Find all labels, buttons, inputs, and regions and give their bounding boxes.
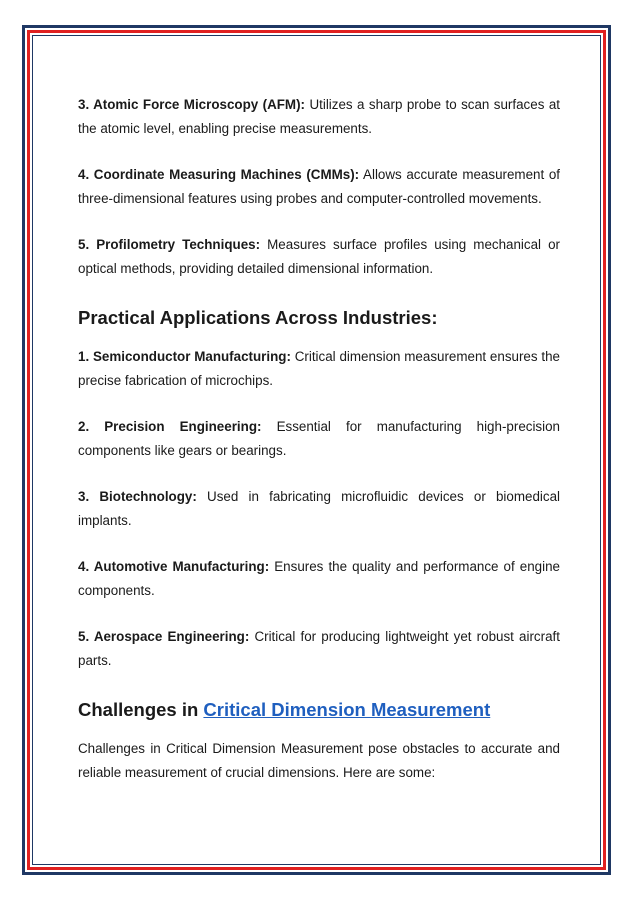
document-content (78, 93, 560, 807)
technique-item-profilometry: 5. Profilometry Techniques: Measures surface profiles using mechanical or optical methods, providing detailed dimensional information. (78, 237, 561, 276)
challenges-paragraph: Challenges in Critical Dimension Measurement pose obstacles to accurate and reliable measurement of crucial dimensions. Here are some: (78, 741, 560, 780)
application-item-precision: 2. Precision Engineering: Essential for manufacturing high-precision components like gears or bearings. (78, 419, 560, 458)
technique-item-cmm: 4. Coordinate Measuring Machines (CMMs): Allows accurate measurement of three-dimensional features using probes and computer-controlled movements. (78, 167, 560, 206)
technique-item-afm: 3. Atomic Force Microscopy (AFM): Utilizes a sharp probe to scan surfaces at the atomic level, enabling precise measurements. (78, 97, 560, 136)
application-item-semiconductor: 1. Semiconductor Manufacturing: Critical dimension measurement ensures the precise fabrication of microchips. (78, 349, 560, 388)
application-item-aerospace: 5. Aerospace Engineering: Critical for producing lightweight yet robust aircraft parts. (78, 629, 560, 668)
challenges-heading: Challenges in Critical Dimension Measurement (78, 699, 491, 720)
techniques-list (78, 93, 560, 281)
applications-list (78, 345, 560, 673)
application-item-automotive: 4. Automotive Manufacturing: Ensures the quality and performance of engine components. (78, 559, 560, 598)
applications-heading: Practical Applications Across Industries: (78, 307, 438, 328)
application-item-biotech: 3. Biotechnology: Used in fabricating microfluidic devices or biomedical implants. (78, 489, 560, 528)
critical-dimension-link[interactable]: Critical Dimension Measurement (203, 699, 491, 720)
